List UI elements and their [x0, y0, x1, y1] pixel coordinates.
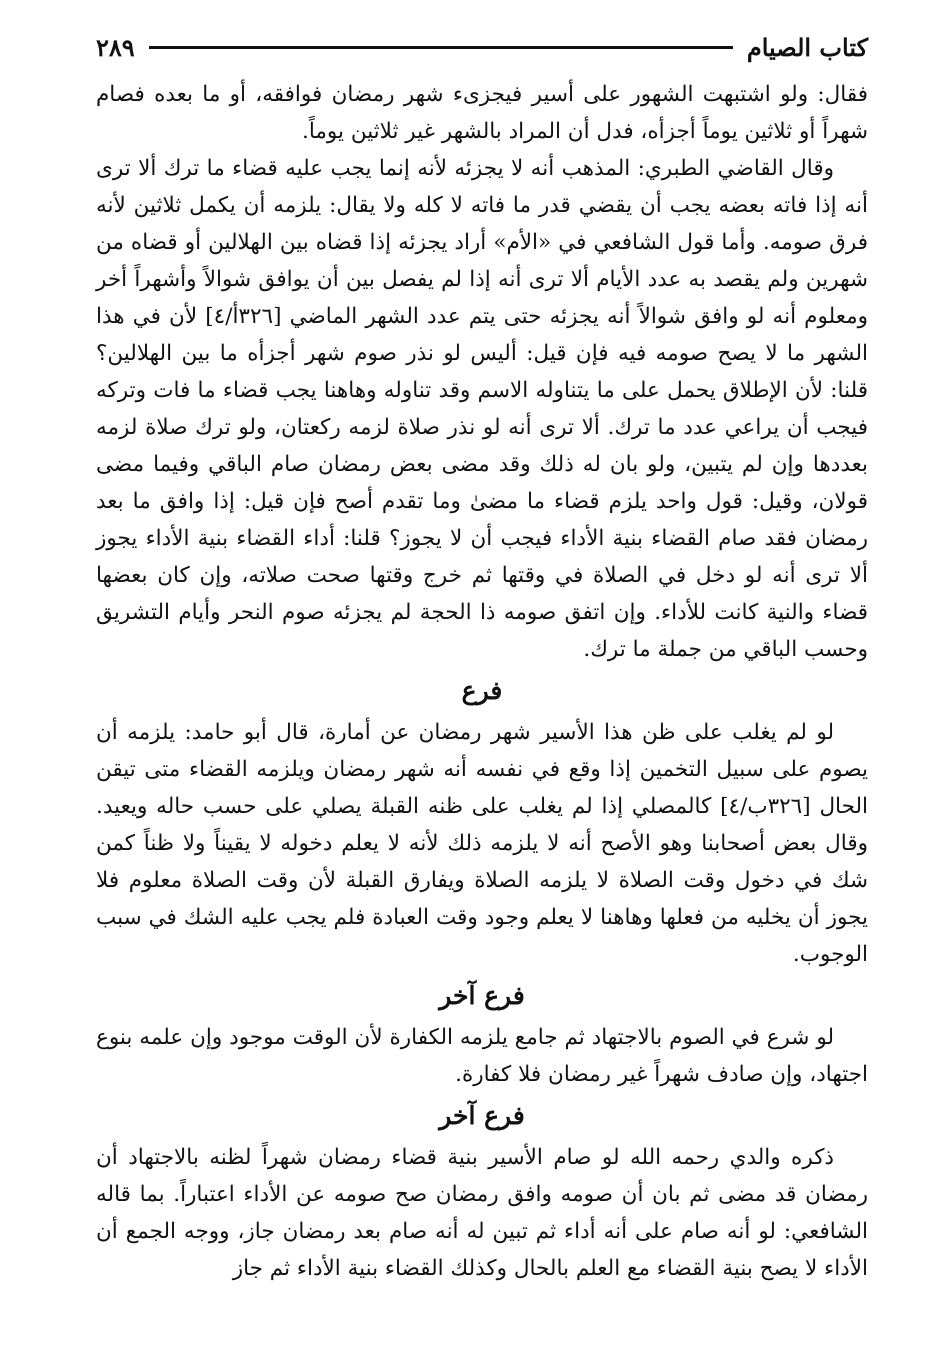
section-heading: فرع: [461, 676, 503, 705]
section-heading: فرع آخر: [439, 981, 525, 1010]
chapter-title: كتاب الصيام: [746, 32, 868, 62]
page-number: ٢٨٩: [96, 32, 135, 62]
book-page: [96, 30, 868, 1287]
paragraph: ذكره والدي رحمه الله لو صام الأسير بنية قضاء رمضان شهراً لظنه بالاجتهاد أن رمضان قد مضى ثم بان أن صومه وافق رمضان صح صومه عن الأداء اعتباراً. بما قاله الشافعي: لو أنه صام على أنه أداء ثم تبين له أنه صام بعد رمضان جاز، ووجه الجمع أن الأداء لا يصح بنية القضاء مع العلم بالحال وكذلك القضاء بنية الأداء ثم جاز: [96, 1145, 868, 1281]
paragraph: وقال القاضي الطبري: المذهب أنه لا يجزئه لأنه إنما يجب عليه قضاء ما ترك ألا ترى أنه إذا فاته بعضه يجب أن يقضي قدر ما فاته لا كله ولا يقال: يلزمه أن يكمل ثلاثين لأنه فرق صومه. وأما قول الشافعي في «الأم» أراد يجزئه إذا قضاه بين الهلالين أو قضاه من شهرين ولم يقصد به عدد الأيام ألا ترى أنه إذا لم يفصل بين أن يوافق شوالاً وأشهراً أخر ومعلوم أنه لو وافق شوالاً أنه يجزئه حتى يتم عدد الشهر الماضي [٣٢٦أ/٤] لأن في هذا الشهر ما لا يصح صومه فيه فإن قيل: أليس لو نذر صوم شهر أجزأه ما بين الهلالين؟ قلنا: لأن الإطلاق يحمل على ما يتناوله الاسم وقد تناوله وهاهنا يجب قضاء ما فات وتركه فيجب أن يراعي عدد ما ترك. ألا ترى أنه لو نذر صلاة لزمه ركعتان، ولو ترك صلاة لزمه بعددها وإن لم يتبين، ولو بان له ذلك وقد مضى بعض رمضان صام الباقي وفيما مضى قولان، وقيل: قول واحد يلزم قضاء ما مضىٰ وما تقدم أصح فإن قيل: إذا وافق ما بعد رمضان فقد صام القضاء بنية الأداء فيجب أن لا يجوز؟ قلنا: أداء القضاء بنية الأداء يجوز ألا ترى أنه لو دخل في الصلاة في وقتها ثم خرج وقتها صحت صلاته، وإن كان بعضها قضاء والنية كانت للأداء. وإن اتفق صومه ذا الحجة لم يجزئه صوم النحر وأيام التشريق وحسب الباقي من جملة ما ترك.: [96, 156, 868, 662]
page-body: [96, 76, 868, 1287]
paragraph: لو لم يغلب على ظن هذا الأسير شهر رمضان عن أمارة، قال أبو حامد: يلزمه أن يصوم على سبيل التخمين إذا وقع في نفسه أنه شهر رمضان ويلزمه القضاء متى تيقن الحال [٣٢٦ب/٤] كالمصلي إذا لم يغلب على ظنه القبلة يصلي على حسب حاله ويعيد. وقال بعض أصحابنا وهو الأصح أنه لا يلزمه ذلك لأنه لا يعلم دخوله لا يقيناً ولا ظناً كمن شك في دخول وقت الصلاة لا يلزمه الصلاة ويفارق القبلة لأن وقت الصلاة معلوم فلا يجوز أن يخليه من فعلها وهاهنا لا يعلم وجود وقت العبادة فلم يجب عليه الشك في سبب الوجوب.: [96, 720, 869, 967]
paragraph: لو شرع في الصوم بالاجتهاد ثم جامع يلزمه الكفارة لأن الوقت موجود وإن علمه بنوع اجتهاد، وإن صادف شهراً غير رمضان فلا كفارة.: [96, 1025, 868, 1087]
paragraph: فقال: ولو اشتبهت الشهور على أسير فيجزىء شهر رمضان فوافقه، أو ما بعده فصام شهراً أو ثلاثين يوماً أجزأه، فدل أن المراد بالشهر غير ثلاثين يوماً.: [96, 82, 868, 144]
section-heading: فرع آخر: [439, 1101, 525, 1130]
running-header: [96, 30, 868, 64]
header-rule: [149, 46, 733, 49]
